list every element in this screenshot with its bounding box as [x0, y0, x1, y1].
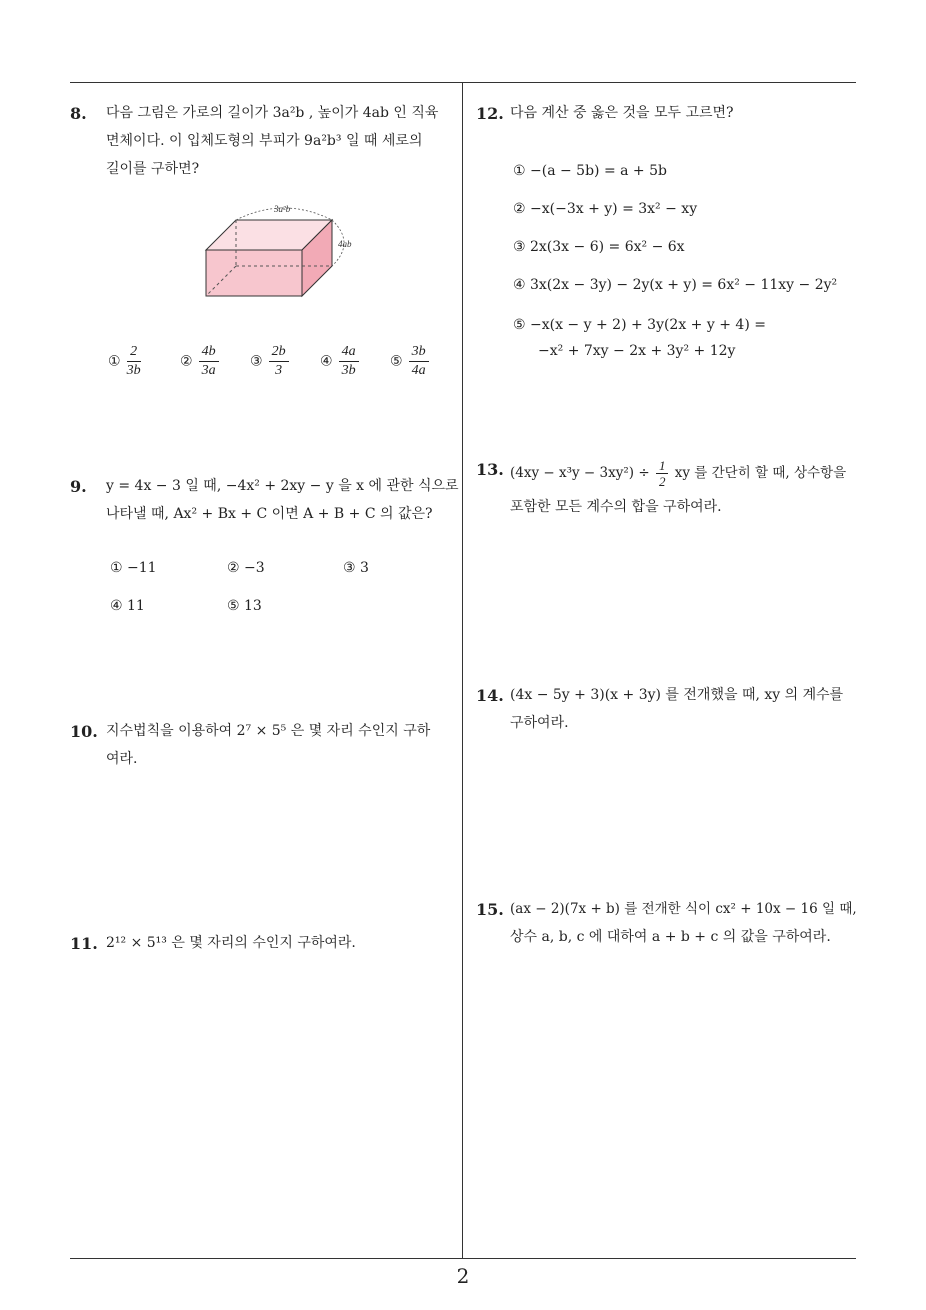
- fraction: $\frac{1}{2}$: [656, 458, 669, 489]
- question-number: 13.: [476, 460, 504, 479]
- choice-2[interactable]: ② $\frac{4b}{3a}$: [180, 343, 219, 380]
- question-text-line: (4xy − x³y − 3xy²) ÷ $\frac{1}{2}$ xy 를 간단히 할 때, 상수항을: [510, 458, 847, 489]
- question-number: 14.: [476, 686, 504, 705]
- page-number: 2: [456, 1264, 470, 1288]
- question-text-line: 다음 계산 중 옳은 것을 모두 고르면?: [510, 105, 734, 121]
- question-number: 10.: [70, 722, 98, 741]
- choice-5[interactable]: ⑤ −x(x − y + 2) + 3y(2x + y + 4) =: [513, 317, 766, 333]
- q8-choices: [108, 343, 458, 383]
- choice-3[interactable]: ③ $\frac{2b}{3}$: [250, 343, 289, 380]
- cuboid-front-face: [206, 250, 302, 296]
- cuboid-top-label: 3a²b: [274, 204, 291, 214]
- question-number: 11.: [70, 934, 98, 953]
- choice-2[interactable]: ② −x(−3x + y) = 3x² − xy: [513, 201, 698, 217]
- question-number: 9.: [70, 477, 87, 496]
- question-text-line: 2¹² × 5¹³ 은 몇 자리의 수인지 구하여라.: [106, 935, 356, 951]
- column-divider: [462, 82, 463, 1258]
- question-text-line: y = 4x − 3 일 때, −4x² + 2xy − y 을 x 에 관한 식으로: [106, 478, 459, 494]
- choice-4[interactable]: ④ 3x(2x − 3y) − 2y(x + y) = 6x² − 11xy − 2y²: [513, 277, 838, 293]
- question-number: 12.: [476, 104, 504, 123]
- question-text-line: (ax − 2)(7x + b) 를 전개한 식이 cx² + 10x − 16 일 때,: [510, 901, 857, 917]
- question-number: 8.: [70, 104, 87, 123]
- choice-4[interactable]: ④ $\frac{4a}{3b}$: [320, 343, 359, 380]
- cuboid-figure: [190, 196, 390, 306]
- question-text-line: 길이를 구하면?: [106, 161, 200, 177]
- cuboid-side-label: 4ab: [338, 239, 352, 249]
- bottom-rule: [70, 1258, 856, 1259]
- question-text-line: 상수 a, b, c 에 대하여 a + b + c 의 값을 구하여라.: [510, 929, 831, 945]
- choice-5[interactable]: ⑤ $\frac{3b}{4a}$: [390, 343, 429, 380]
- choice-3[interactable]: ③ 3: [343, 560, 369, 576]
- choice-2[interactable]: ② −3: [227, 560, 265, 576]
- choice-1[interactable]: ① $\frac{2}{3b}$: [108, 344, 141, 378]
- choice-3[interactable]: ③ 2x(3x − 6) = 6x² − 6x: [513, 239, 685, 255]
- question-text-line: (4x − 5y + 3)(x + 3y) 를 전개했을 때, xy 의 계수를: [510, 687, 844, 703]
- choice-1[interactable]: ① −(a − 5b) = a + 5b: [513, 163, 667, 179]
- choice-1[interactable]: ① −11: [110, 560, 157, 576]
- question-text-line: 나타낼 때, Ax² + Bx + C 이면 A + B + C 의 값은?: [106, 506, 433, 522]
- question-text-line: 여라.: [106, 751, 138, 767]
- choice-4[interactable]: ④ 11: [110, 598, 145, 614]
- top-rule: [70, 82, 856, 83]
- question-number: 15.: [476, 900, 504, 919]
- choice-5-continued: −x² + 7xy − 2x + 3y² + 12y: [538, 343, 736, 359]
- question-text-line: 지수법칙을 이용하여 2⁷ × 5⁵ 은 몇 자리 수인지 구하: [106, 723, 431, 739]
- question-text-line: 포함한 모든 계수의 합을 구하여라.: [510, 499, 722, 515]
- question-text-line: 다음 그림은 가로의 길이가 3a²b , 높이가 4ab 인 직육: [106, 105, 439, 121]
- choice-5[interactable]: ⑤ 13: [227, 598, 262, 614]
- question-text-line: 면체이다. 이 입체도형의 부피가 9a²b³ 일 때 세로의: [106, 133, 423, 149]
- question-text-line: 구하여라.: [510, 715, 569, 731]
